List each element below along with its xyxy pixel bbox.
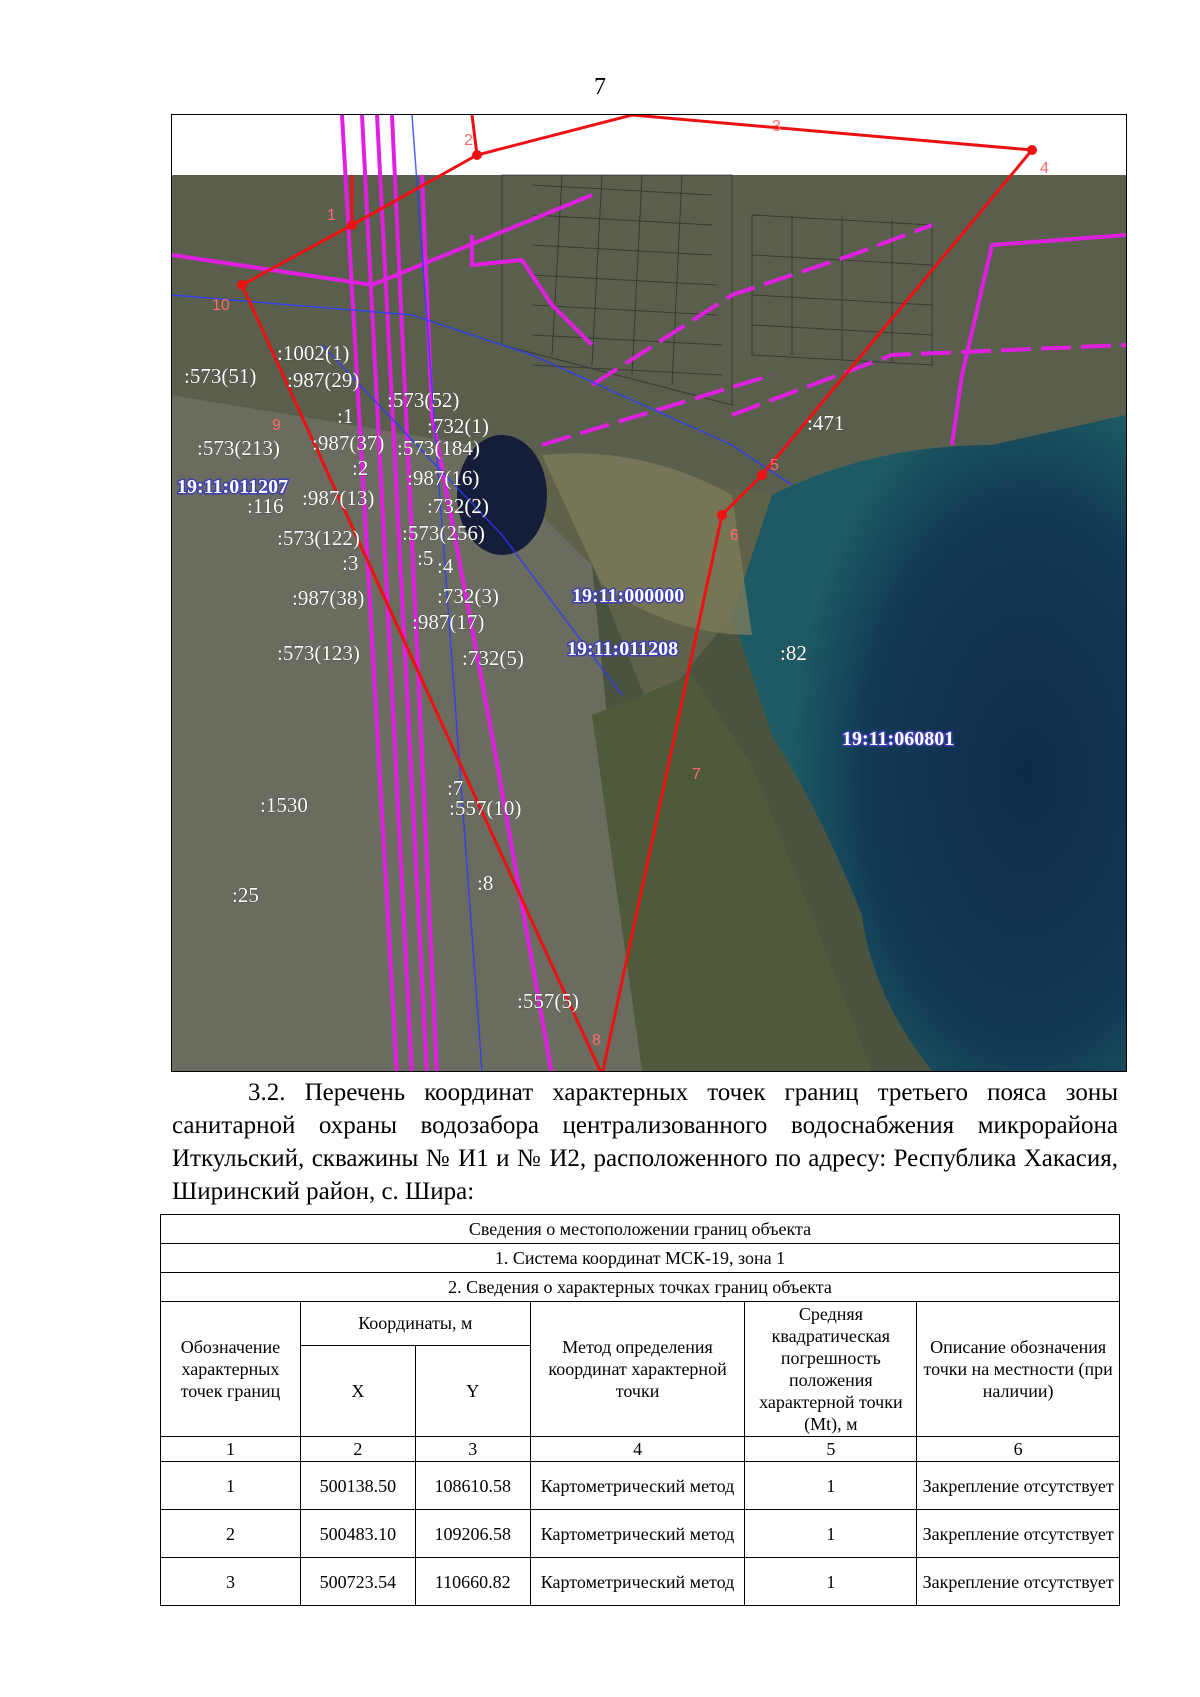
parcel-label: :987(13): [302, 486, 375, 510]
parcel-label: :557(5): [517, 989, 579, 1013]
point-number: 9: [272, 417, 281, 434]
table-row: [161, 1462, 1120, 1510]
parcel-label: :1002(1): [277, 341, 350, 365]
error-cell: 1: [745, 1510, 917, 1558]
parcel-label: :573(51): [184, 364, 257, 388]
col-point-header: Обозначение характерных точек границ: [161, 1302, 301, 1437]
parcel-label: :573(213): [197, 436, 280, 460]
desc-cell: Закрепление отсутствует: [917, 1558, 1120, 1606]
col-number: 2: [300, 1437, 415, 1462]
y-cell: 108610.58: [415, 1462, 530, 1510]
parcel-label: :116: [247, 494, 284, 518]
x-cell: 500138.50: [300, 1462, 415, 1510]
cadastral-label: 19:11:011207: [177, 476, 289, 498]
parcel-label: :573(122): [277, 526, 360, 550]
col-coords-header: Координаты, м: [300, 1302, 530, 1346]
parcel-label: :3: [342, 551, 359, 575]
parcel-label: :1530: [260, 793, 308, 817]
parcel-label: :987(38): [292, 586, 365, 610]
point-number: 7: [692, 766, 701, 783]
page-number: 7: [594, 74, 606, 100]
point-number: 10: [212, 297, 230, 314]
parcel-label: :5: [417, 546, 434, 570]
parcel-label: :987(29): [287, 368, 360, 392]
parcel-label: :4: [437, 554, 454, 578]
point-number: 4: [1040, 160, 1049, 177]
col-error-header: Средняя квадратическая погрешность положения характерной точки (Mt), м: [745, 1302, 917, 1437]
coordinate-system: 1. Система координат МСК-19, зона 1: [161, 1244, 1120, 1273]
parcel-label: :7: [447, 776, 464, 800]
parcel-label: :25: [232, 883, 259, 907]
parcel-label: :573(123): [277, 641, 360, 665]
cadastral-label: 19:11:011208: [567, 638, 679, 660]
col-number: 3: [415, 1437, 530, 1462]
x-cell: 500483.10: [300, 1510, 415, 1558]
parcel-label: :573(256): [402, 521, 485, 545]
cadastral-map: [171, 114, 1127, 1072]
point-cell: 3: [161, 1558, 301, 1606]
parcel-label: :8: [477, 871, 494, 895]
method-cell: Картометрический метод: [530, 1558, 745, 1606]
y-cell: 109206.58: [415, 1510, 530, 1558]
table-row: [161, 1558, 1120, 1606]
point-number: 6: [730, 527, 739, 544]
y-cell: 110660.82: [415, 1558, 530, 1606]
col-number: 1: [161, 1437, 301, 1462]
point-number: 8: [592, 1032, 601, 1049]
col-desc-header: Описание обозначения точки на местности (при наличии): [917, 1302, 1120, 1437]
parcel-label: :471: [807, 411, 845, 435]
desc-cell: Закрепление отсутствует: [917, 1462, 1120, 1510]
col-x-header: X: [300, 1345, 415, 1436]
point-number: 3: [772, 118, 781, 135]
col-y-header: Y: [415, 1345, 530, 1436]
cadastral-label: 19:11:060801: [842, 728, 955, 750]
x-cell: 500723.54: [300, 1558, 415, 1606]
parcel-label: :573(52): [387, 388, 460, 412]
parcel-label: :2: [352, 456, 369, 480]
section-paragraph: 3.2. Перечень координат характерных точек границ третьего пояса зоны санитарной охраны водозабора централизованного водоснабжения микрорайона Иткульский, скважины № И1 и № И2, расположенного по адресу: Республика Хакасия, Ширинский район, с. Шира:: [172, 1079, 1118, 1205]
method-cell: Картометрический метод: [530, 1462, 745, 1510]
col-number: 6: [917, 1437, 1120, 1462]
point-number: 1: [327, 207, 336, 224]
point-cell: 2: [161, 1510, 301, 1558]
parcel-label: :557(10): [449, 796, 522, 820]
parcel-label: :732(2): [427, 494, 489, 518]
table-title: Сведения о местоположении границ объекта: [161, 1215, 1120, 1244]
col-number: 5: [745, 1437, 917, 1462]
col-number: 4: [530, 1437, 745, 1462]
parcel-label: :732(5): [462, 646, 524, 670]
error-cell: 1: [745, 1462, 917, 1510]
parcel-label: :573(184): [397, 436, 480, 460]
section-title: 2. Сведения о характерных точках границ объекта: [161, 1273, 1120, 1302]
parcel-label: :987(16): [407, 466, 480, 490]
point-number: 2: [464, 132, 473, 149]
parcel-label: :1: [337, 404, 354, 428]
point-cell: 1: [161, 1462, 301, 1510]
desc-cell: Закрепление отсутствует: [917, 1510, 1120, 1558]
parcel-label: :987(17): [412, 610, 485, 634]
parcel-label: :732(1): [427, 414, 489, 438]
parcel-label: :82: [780, 641, 807, 665]
method-cell: Картометрический метод: [530, 1510, 745, 1558]
boundary-points-table: [160, 1214, 1120, 1606]
parcel-label: :987(37): [312, 431, 385, 455]
point-number: 5: [770, 457, 779, 474]
error-cell: 1: [745, 1558, 917, 1606]
table-row: [161, 1510, 1120, 1558]
parcel-label: :732(3): [437, 584, 499, 608]
col-method-header: Метод определения координат характерной точки: [530, 1302, 745, 1437]
cadastral-label: 19:11:000000: [572, 585, 685, 607]
